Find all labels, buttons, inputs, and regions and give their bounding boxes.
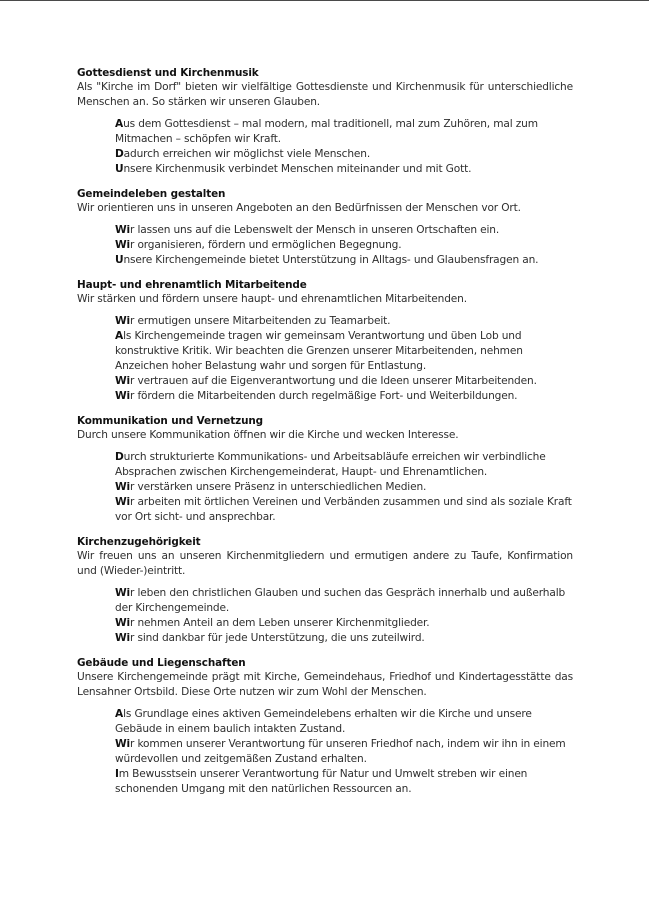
point-text: r fördern die Mitarbeitenden durch regelmäßige Fort- und Weiterbildungen. (130, 390, 518, 402)
point-initial: Wi (115, 617, 131, 629)
point-text: us dem Gottesdienst – mal modern, mal traditionell, mal zum Zuhören, mal zum Mitmachen – schöpfen wir Kraft. (115, 118, 538, 145)
section-lead: Wir orientieren uns in unseren Angeboten an den Bedürfnissen der Menschen vor Ort. (77, 202, 521, 214)
point-initial: Wi (115, 587, 131, 599)
point-text: nsere Kirchenmusik verbindet Menschen miteinander und mit Gott. (123, 163, 472, 175)
point-item (115, 117, 575, 147)
point-item (115, 450, 575, 480)
point-item (115, 147, 575, 162)
section-kommunikation (77, 414, 573, 525)
point-item (115, 253, 575, 268)
section-gebaeude (77, 656, 573, 797)
point-initial: Wi (115, 315, 131, 327)
point-text: nsere Kirchengemeinde bietet Unterstützung in Alltags- und Glaubensfragen an. (123, 254, 539, 266)
point-text: r organisieren, fördern und ermöglichen Begegnung. (130, 239, 402, 251)
point-item (115, 616, 575, 631)
point-text: r vertrauen auf die Eigenverantwortung und die Ideen unserer Mitarbeitenden. (130, 375, 537, 387)
section-mitarbeitende (77, 278, 573, 404)
point-text: r leben den christlichen Glauben und suchen das Gespräch innerhalb und außerhalb der Kirchengemeinde. (115, 587, 566, 614)
point-text: r kommen unserer Verantwortung für unseren Friedhof nach, indem wir ihn in einem würdevollen und zeitgemäßen Zustand erhalten. (115, 738, 566, 765)
point-text: r arbeiten mit örtlichen Vereinen und Verbänden zusammen und sind als soziale Kraft vor Ort sicht- und ansprechbar. (115, 496, 572, 523)
point-initial: U (115, 254, 124, 266)
point-item (115, 586, 575, 616)
section-lead: Durch unsere Kommunikation öffnen wir die Kirche und wecken Interesse. (77, 429, 459, 441)
point-text: ls Kirchengemeinde tragen wir gemeinsam Verantwortung und üben Lob und konstruktive Kritik. Wir beachten die Grenzen unserer Mitarbeitenden, nehmen Anzeichen hoher Belastung wahr und sorgen für Entlastung. (115, 330, 523, 372)
section-lead: Unsere Kirchengemeinde prägt mit Kirche, Gemeindehaus, Friedhof und Kindertagesstätte das Lensahner Ortsbild. Diese Orte nutzen wir zum Wohl der Menschen. (77, 671, 573, 698)
point-initial: Wi (115, 481, 131, 493)
section-heading: Gebäude und Liegenschaften (77, 657, 246, 669)
point-item (115, 631, 575, 646)
point-item (115, 389, 575, 404)
point-initial: A (115, 118, 124, 130)
point-initial: Wi (115, 224, 131, 236)
point-initial: I (115, 768, 119, 780)
point-item (115, 162, 575, 177)
point-initial: Wi (115, 390, 131, 402)
point-initial: U (115, 163, 124, 175)
point-item (115, 707, 575, 737)
point-text: adurch erreichen wir möglichst viele Menschen. (123, 148, 371, 160)
point-text: ls Grundlage eines aktiven Gemeindelebens erhalten wir die Kirche und unsere Gebäude in einem baulich intakten Zustand. (115, 708, 532, 735)
point-initial: D (115, 148, 124, 160)
section-heading: Haupt- und ehrenamtlich Mitarbeitende (77, 279, 307, 291)
section-gemeindeleben (77, 187, 573, 268)
point-item (115, 223, 575, 238)
section-points (115, 586, 575, 646)
point-item (115, 238, 575, 253)
point-text: r sind dankbar für jede Unterstützung, die uns zuteilwird. (130, 632, 425, 644)
point-initial: Wi (115, 239, 131, 251)
point-initial: A (115, 330, 124, 342)
section-points (115, 450, 575, 525)
point-initial: Wi (115, 632, 131, 644)
point-item (115, 329, 575, 374)
section-gottesdienst (77, 66, 573, 177)
section-points (115, 707, 575, 797)
point-item (115, 314, 575, 329)
point-initial: Wi (115, 375, 131, 387)
section-lead: Wir stärken und fördern unsere haupt- und ehrenamtlichen Mitarbeitenden. (77, 293, 467, 305)
point-text: m Bewusstsein unserer Verantwortung für Natur und Umwelt streben wir einen schonenden Umgang mit den natürlichen Ressourcen an. (115, 768, 528, 795)
section-heading: Gottesdienst und Kirchenmusik (77, 67, 259, 79)
point-item (115, 374, 575, 389)
point-initial: D (115, 451, 124, 463)
section-kirchenzugehoerigkeit (77, 535, 573, 646)
point-text: r verstärken unsere Präsenz in unterschiedlichen Medien. (130, 481, 427, 493)
point-item (115, 737, 575, 767)
section-points (115, 223, 575, 268)
top-border (0, 0, 649, 1)
point-item (115, 495, 575, 525)
point-initial: Wi (115, 496, 131, 508)
section-heading: Gemeindeleben gestalten (77, 188, 226, 200)
section-points (115, 314, 575, 404)
point-item (115, 767, 575, 797)
section-lead: Wir freuen uns an unseren Kirchenmitgliedern und ermutigen andere zu Taufe, Konfirmation und (Wieder-)eintritt. (77, 550, 573, 577)
section-heading: Kommunikation und Vernetzung (77, 415, 264, 427)
point-initial: Wi (115, 738, 131, 750)
section-points (115, 117, 575, 177)
point-text: urch strukturierte Kommunikations- und Arbeitsabläufe erreichen wir verbindliche Absprachen zwischen Kirchengemeinderat, Haupt- und Ehrenamtlichen. (115, 451, 546, 478)
point-initial: A (115, 708, 124, 720)
point-item (115, 480, 575, 495)
document-page (77, 66, 573, 807)
section-lead: Als "Kirche im Dorf" bieten wir vielfältige Gottesdienste und Kirchenmusik für unterschiedliche Menschen an. So stärken wir unseren Glauben. (77, 81, 573, 108)
point-text: r lassen uns auf die Lebenswelt der Mensch in unseren Ortschaften ein. (130, 224, 500, 236)
section-heading: Kirchenzugehörigkeit (77, 536, 201, 548)
point-text: r nehmen Anteil an dem Leben unserer Kirchenmitglieder. (130, 617, 430, 629)
point-text: r ermutigen unsere Mitarbeitenden zu Teamarbeit. (130, 315, 391, 327)
